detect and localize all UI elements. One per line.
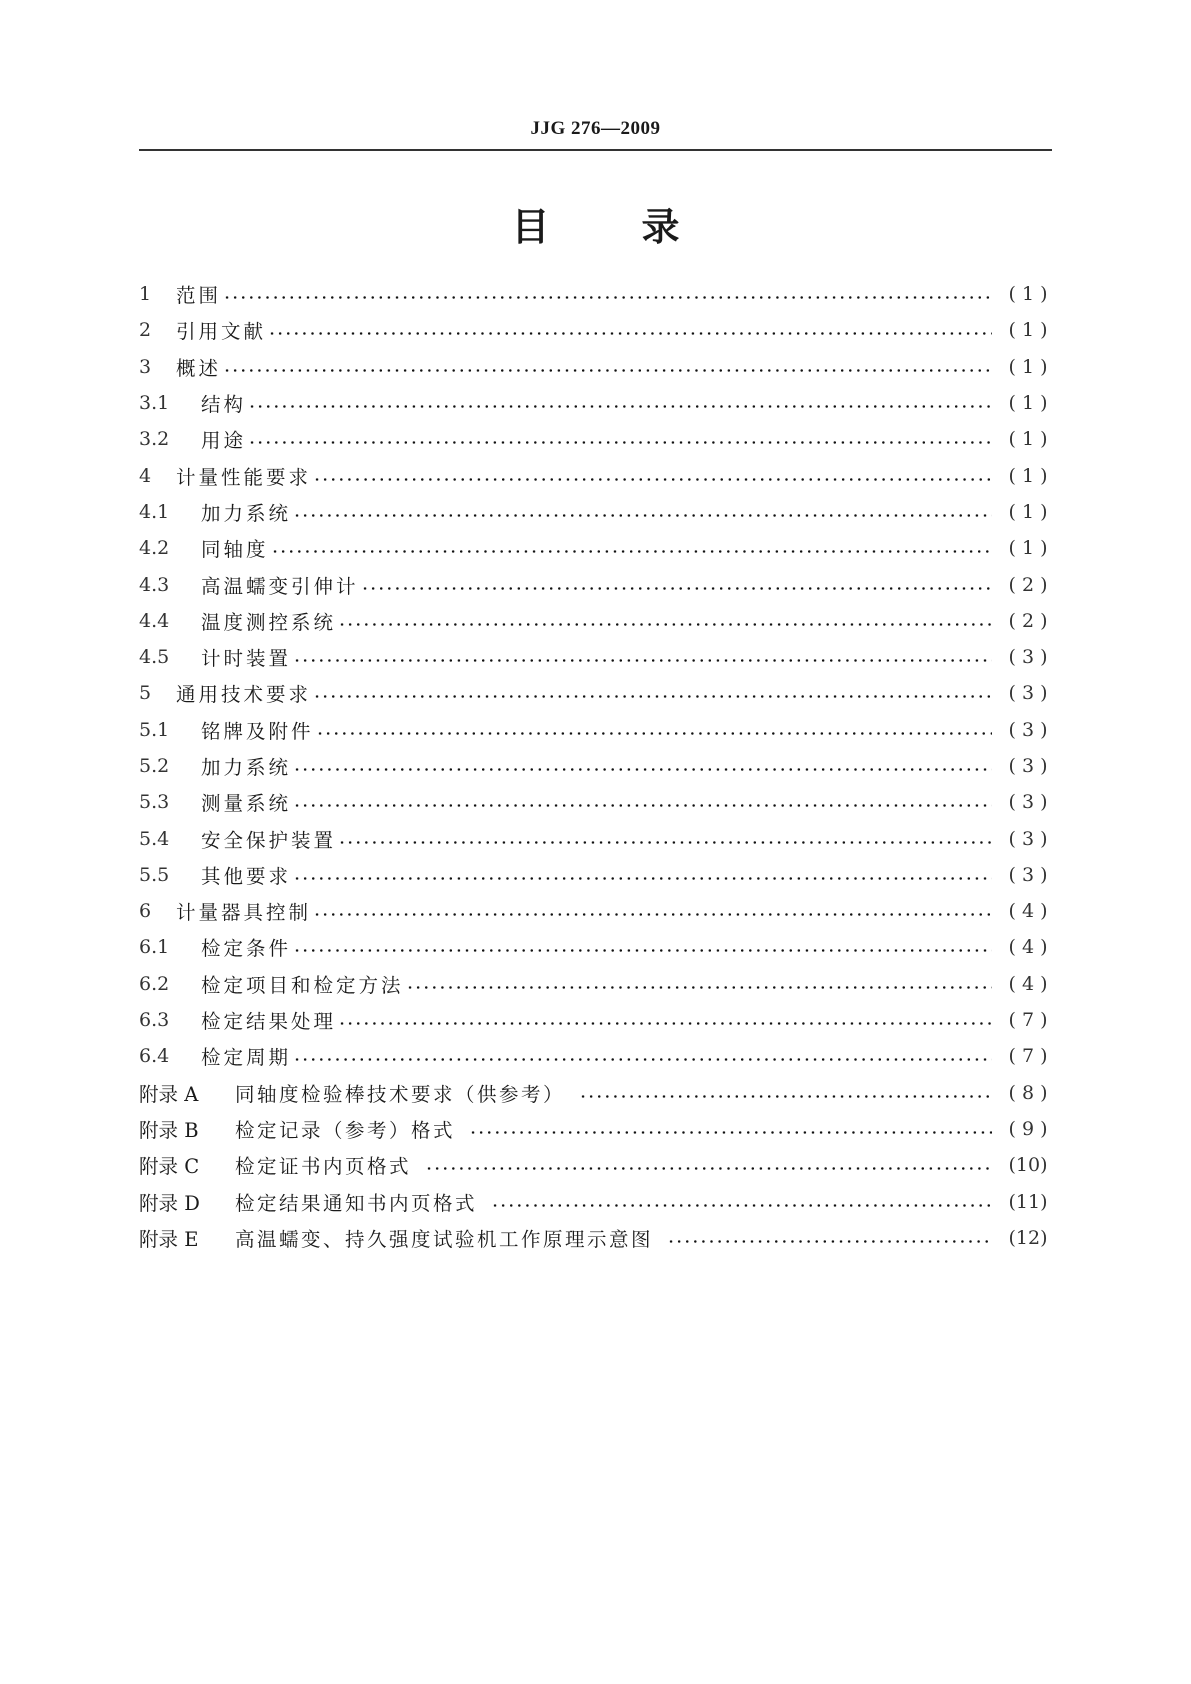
toc-entry[interactable]: [139, 1002, 1052, 1038]
dot-leader: [293, 756, 992, 776]
dot-leader: [313, 683, 992, 703]
toc-entry[interactable]: [139, 820, 1052, 856]
appendix-number: 附录 E: [139, 1227, 199, 1251]
toc-entry-page: ( 7 ): [1008, 1009, 1048, 1032]
toc-entry-page: ( 2 ): [1008, 609, 1048, 632]
toc-entry[interactable]: [139, 675, 1052, 711]
toc-entry-label: 高温蠕变引伸计: [201, 574, 359, 598]
toc-entry[interactable]: [139, 530, 1052, 566]
toc-entry[interactable]: [139, 312, 1052, 348]
toc-entry-label: 加力系统: [201, 756, 292, 779]
dot-leader: [338, 829, 992, 849]
dot-leader: [248, 429, 992, 449]
toc-entry-number: 5.2: [139, 755, 170, 777]
toc-entry-page: ( 1 ): [1008, 319, 1048, 342]
toc-entry-label: 用途: [201, 429, 247, 453]
toc-entry-page: (10): [1008, 1154, 1048, 1177]
dot-leader: [223, 284, 992, 304]
toc-entry-label: 通用技术要求: [176, 683, 312, 707]
toc-entry-label: 温度测控系统: [201, 610, 337, 634]
toc-entry-page: ( 1 ): [1008, 355, 1048, 378]
standard-code-header: JJG 276—2009: [530, 118, 661, 139]
toc-entry-label: 加力系统: [201, 501, 292, 525]
toc-entry[interactable]: [139, 566, 1052, 602]
dot-leader: [491, 1192, 992, 1212]
toc-entry[interactable]: [139, 857, 1052, 893]
toc-appendix-entry[interactable]: [139, 1183, 1052, 1219]
toc-entry-page: ( 2 ): [1008, 573, 1048, 596]
toc-appendix-entry[interactable]: [139, 1220, 1052, 1256]
appendix-number: 附录 B: [139, 1118, 199, 1142]
dot-leader: [293, 937, 992, 957]
dot-leader: [293, 1046, 992, 1066]
toc-entry-number: 6.2: [139, 972, 170, 995]
toc-entry-page: ( 4 ): [1008, 972, 1048, 995]
toc-entry-label: 计量器具控制: [176, 901, 312, 925]
toc-entry[interactable]: [139, 385, 1052, 421]
toc-entry[interactable]: [139, 349, 1052, 385]
toc-entry-number: 1: [139, 283, 152, 306]
toc-entry-label: 其他要求: [201, 864, 292, 888]
toc-entry-number: 2: [139, 319, 152, 342]
toc-entry-label: 结构: [201, 393, 247, 417]
toc-entry-number: 3.1: [139, 392, 170, 415]
toc-entry-page: ( 3 ): [1008, 682, 1048, 705]
toc-entry[interactable]: [139, 929, 1052, 965]
toc-entry-page: ( 4 ): [1008, 936, 1048, 959]
toc-entry[interactable]: [139, 712, 1052, 748]
toc-entry[interactable]: [139, 494, 1052, 530]
dot-leader: [338, 611, 992, 631]
toc-entry[interactable]: [139, 603, 1052, 639]
toc-entry-number: 5.5: [139, 863, 170, 886]
toc-entry[interactable]: [139, 1038, 1052, 1074]
dot-leader: [361, 575, 992, 595]
dot-leader: [268, 320, 992, 340]
toc-entry-number: 6.3: [139, 1009, 170, 1032]
table-of-contents: [139, 276, 1052, 1256]
toc-entry-label: 测量系统: [201, 792, 292, 816]
toc-entry[interactable]: [139, 639, 1052, 675]
toc-entry-page: (11): [1008, 1190, 1048, 1213]
toc-entry-label: 安全保护装置: [201, 828, 337, 852]
appendix-label: 检定记录（参考）格式: [235, 1118, 456, 1142]
dot-leader: [425, 1155, 992, 1175]
toc-entry[interactable]: [139, 966, 1052, 1002]
toc-entry-number: 6.1: [139, 936, 170, 959]
toc-entry-page: ( 4 ): [1008, 900, 1048, 923]
toc-entry-label: 概述: [176, 356, 222, 380]
dot-leader: [313, 466, 992, 486]
toc-entry-label: 同轴度: [201, 538, 269, 562]
toc-entry-page: ( 1 ): [1008, 537, 1048, 560]
appendix-label: 检定结果通知书内页格式: [235, 1191, 478, 1215]
header-rule-divider: [139, 149, 1052, 151]
dot-leader: [313, 901, 992, 921]
toc-entry-page: ( 9 ): [1008, 1117, 1048, 1140]
toc-entry[interactable]: [139, 276, 1052, 312]
toc-entry-label: 检定条件: [201, 937, 292, 961]
dot-leader: [248, 393, 992, 413]
toc-entry-page: ( 1 ): [1008, 392, 1048, 415]
toc-entry-label: 引用文献: [176, 320, 267, 344]
toc-entry-page: ( 1 ): [1008, 500, 1048, 523]
toc-entry-number: 5.4: [139, 827, 170, 850]
toc-entry-label: 计时装置: [201, 647, 292, 671]
appendix-number: 附录 A: [139, 1082, 199, 1106]
dot-leader: [223, 357, 992, 377]
toc-title: [0, 196, 1191, 251]
toc-entry-page: ( 3 ): [1008, 646, 1048, 669]
toc-entry-page: ( 3 ): [1008, 827, 1048, 850]
toc-entry-label: 检定项目和检定方法: [201, 973, 404, 997]
toc-entry[interactable]: [139, 748, 1052, 784]
toc-entry-number: 4.3: [139, 573, 170, 596]
toc-entry-page: ( 8 ): [1008, 1081, 1048, 1104]
appendix-label: 检定证书内页格式: [235, 1155, 412, 1179]
toc-entry-number: 5.3: [139, 791, 170, 814]
toc-entry-page: ( 3 ): [1008, 863, 1048, 886]
dot-leader: [579, 1083, 992, 1103]
toc-entry-number: 6.4: [139, 1045, 170, 1068]
toc-entry-number: 4.2: [139, 537, 170, 560]
toc-appendix-entry[interactable]: [139, 1147, 1052, 1183]
toc-entry-page: ( 3 ): [1008, 718, 1048, 741]
toc-entry-label: 检定结果处理: [201, 1010, 337, 1034]
dot-leader: [406, 974, 992, 994]
toc-entry-number: 4: [139, 464, 152, 487]
dot-leader: [316, 720, 992, 740]
dot-leader: [338, 1010, 992, 1030]
toc-appendix-entry[interactable]: [139, 1111, 1052, 1147]
toc-entry[interactable]: [139, 457, 1052, 493]
toc-entry-page: ( 3 ): [1008, 791, 1048, 814]
appendix-number: 附录 C: [139, 1155, 200, 1179]
appendix-label: 同轴度检验棒技术要求（供参考）: [235, 1082, 566, 1106]
toc-entry-label: 计量性能要求: [176, 465, 312, 489]
toc-entry-number: 4.4: [139, 609, 170, 632]
dot-leader: [293, 647, 992, 667]
toc-title-char-1: 目: [511, 205, 550, 249]
toc-appendix-entry[interactable]: [139, 1075, 1052, 1111]
toc-entry[interactable]: [139, 893, 1052, 929]
toc-entry-page: (12): [1008, 1226, 1048, 1249]
appendix-number: 附录 D: [139, 1191, 200, 1215]
toc-entry-number: 4.5: [139, 646, 170, 669]
toc-entry-number: 3: [139, 355, 152, 378]
dot-leader: [293, 865, 992, 885]
dot-leader: [293, 792, 992, 812]
toc-entry-number: 3.2: [139, 428, 170, 451]
toc-entry-page: ( 7 ): [1008, 1045, 1048, 1068]
dot-leader: [667, 1228, 992, 1248]
toc-entry-number: 6: [139, 900, 152, 923]
toc-entry-label: 铭牌及附件: [201, 719, 314, 743]
toc-entry-page: ( 1 ): [1008, 464, 1048, 487]
toc-entry-label: 检定周期: [201, 1046, 292, 1070]
toc-entry-number: 5.1: [139, 718, 170, 741]
toc-entry-page: ( 1 ): [1008, 428, 1048, 451]
toc-entry[interactable]: [139, 784, 1052, 820]
dot-leader: [293, 502, 992, 522]
toc-entry-label: 范围: [176, 284, 222, 308]
toc-title-char-2: 录: [641, 205, 680, 249]
dot-leader: [469, 1119, 992, 1139]
toc-entry-page: ( 3 ): [1008, 755, 1048, 777]
appendix-label: 高温蠕变、持久强度试验机工作原理示意图: [235, 1227, 654, 1251]
toc-entry[interactable]: [139, 421, 1052, 457]
toc-entry-number: 4.1: [139, 500, 170, 523]
toc-entry-number: 5: [139, 682, 152, 705]
dot-leader: [271, 538, 992, 558]
toc-entry-page: ( 1 ): [1008, 283, 1048, 306]
